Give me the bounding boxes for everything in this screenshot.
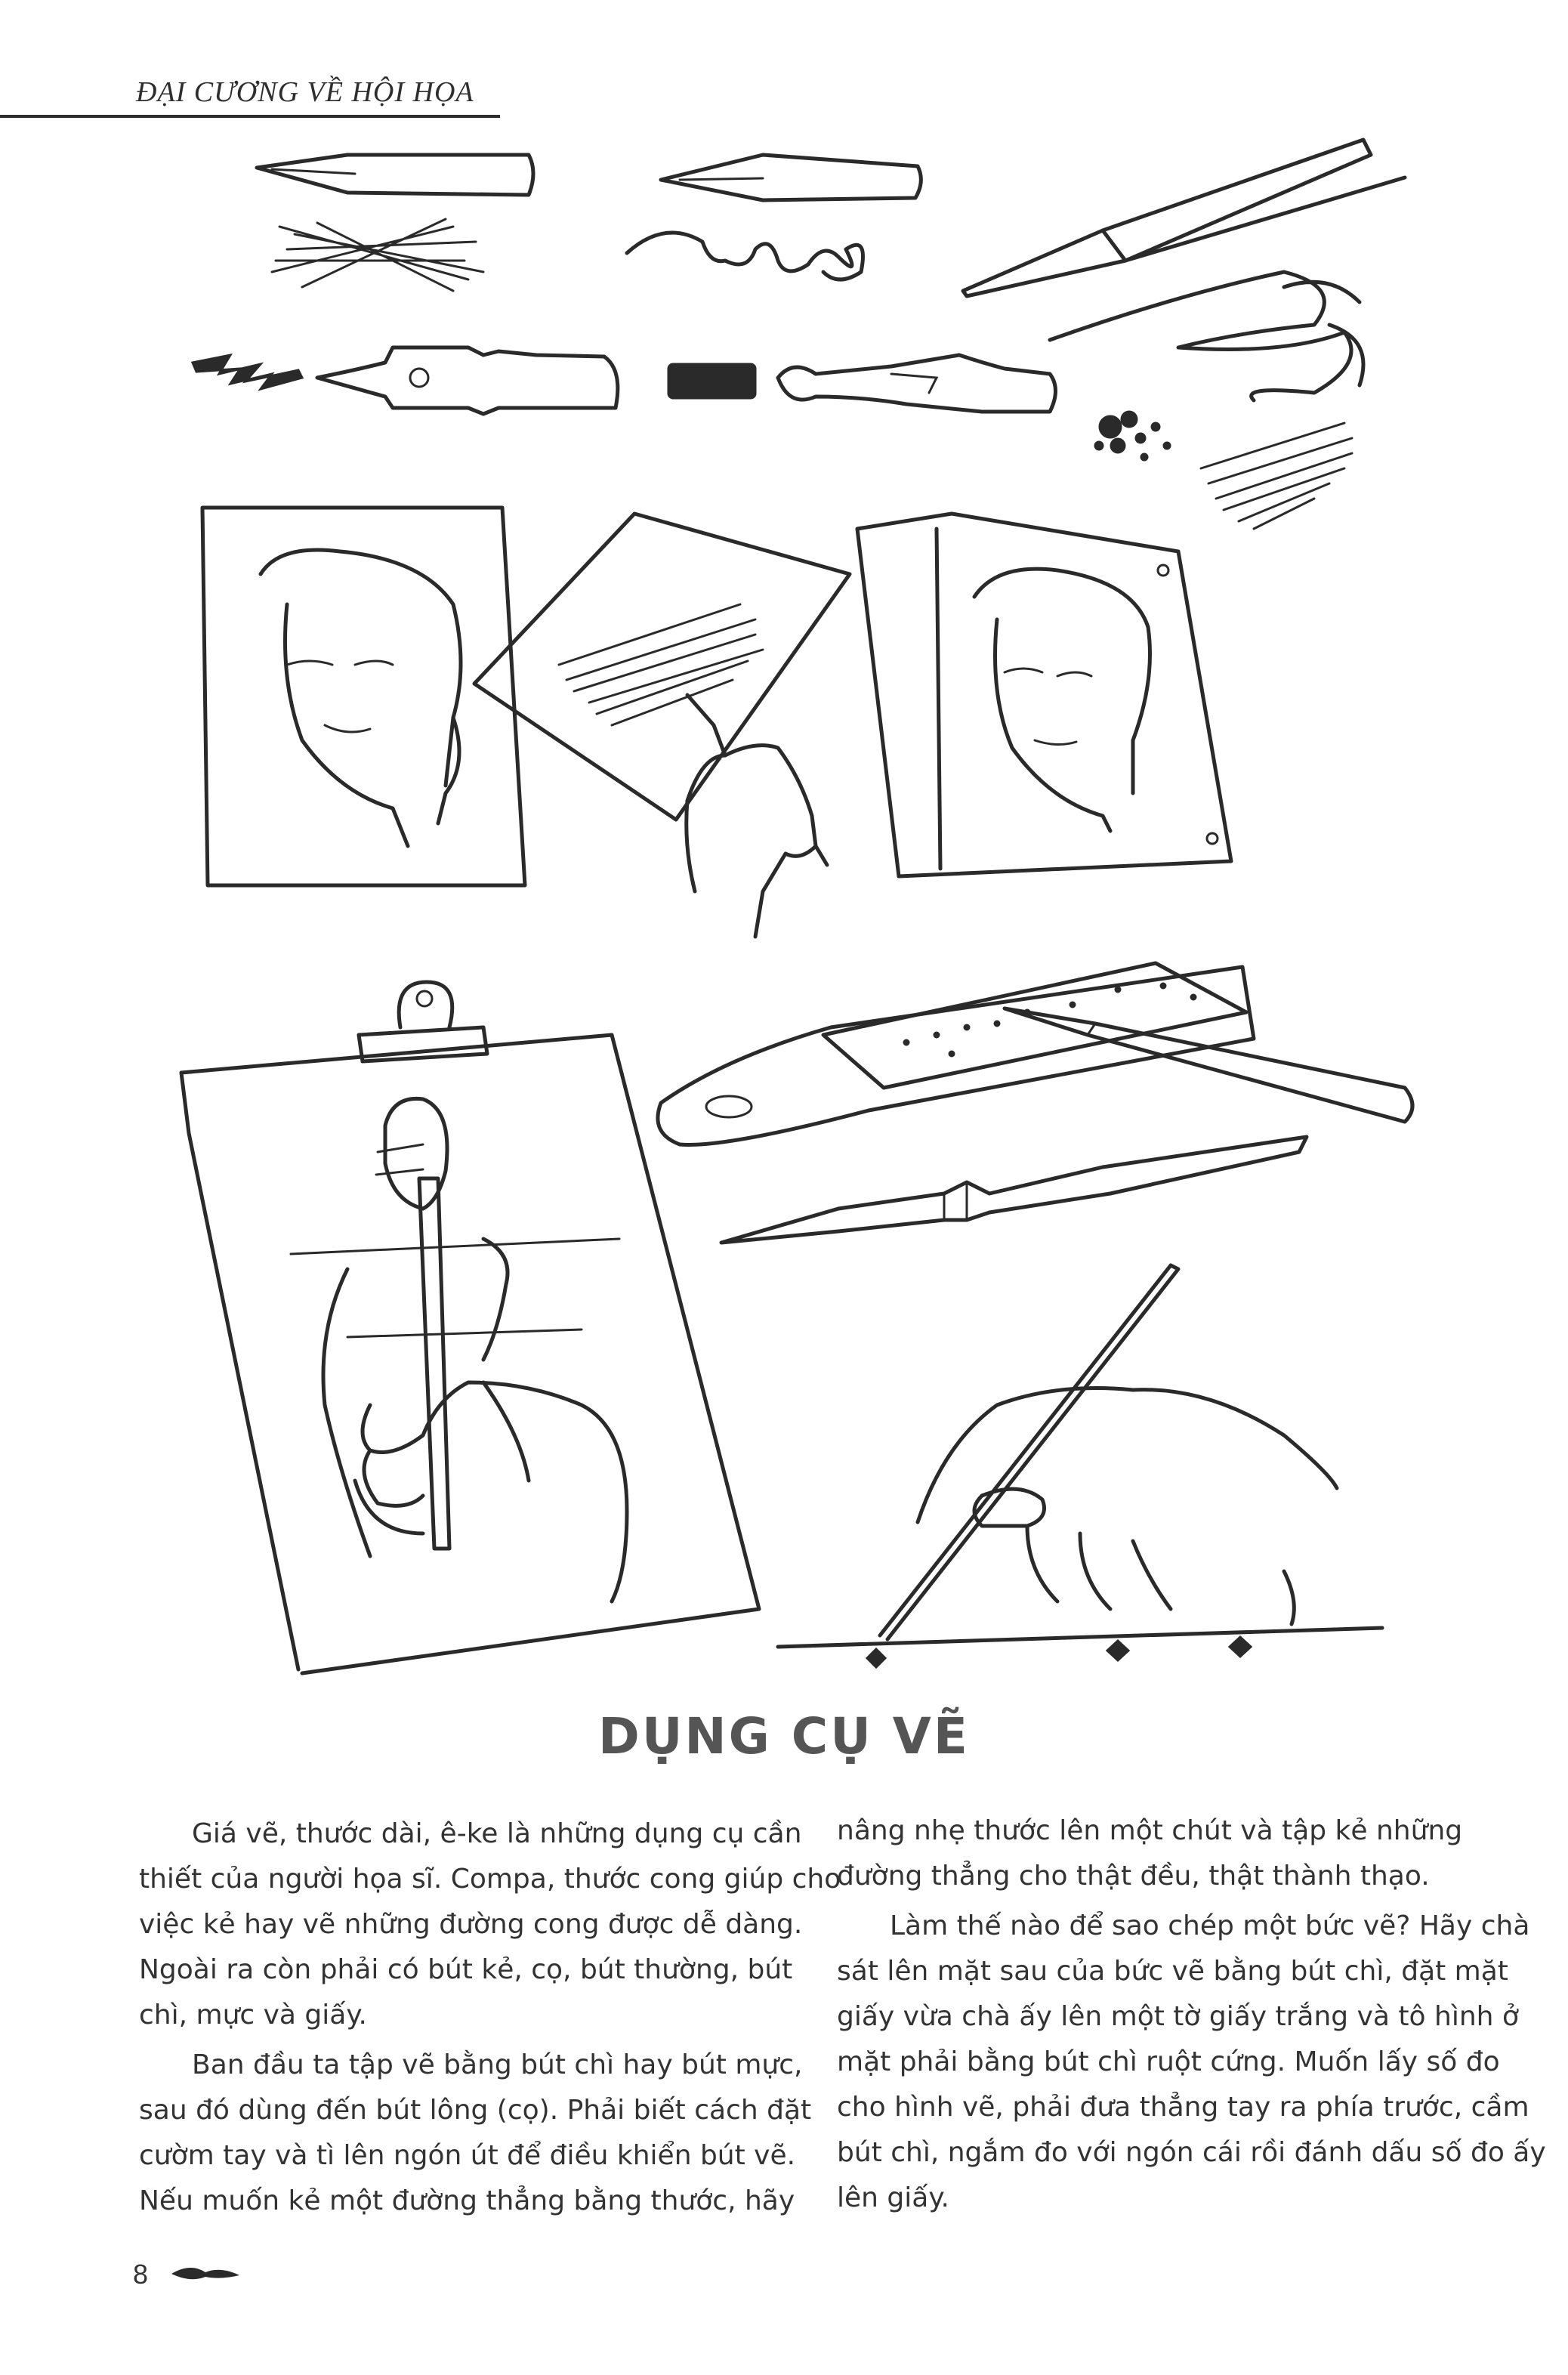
dip-pen-icon [721,1137,1307,1243]
framed-portrait-left [202,508,525,885]
pencil-icon [1005,1008,1412,1122]
pen-nib-icon [257,155,533,195]
paragraph: Ban đầu ta tập vẽ bằng bút chì hay bút mực, sau đó dùng đến bút lông (cọ). Phải biết cách đặt cườm tay và tì lên ngón út để điều khiển bút vẽ. Nếu muốn kẻ một đường thẳng bằng thước, hãy [139,2049,812,2216]
zigzag-stroke-sample [193,355,302,389]
section-title: DỤNG CỤ VẼ [598,1707,970,1765]
dot-stipple-sample [1095,412,1170,460]
figure-sketch-on-clipboard [291,1098,619,1556]
page-number: 8 [133,2259,149,2290]
hand-with-pencil-icon [687,695,827,937]
bird-ornament-icon [168,2259,243,2289]
running-title: ĐẠI CƯƠNG VỀ HỘI HỌA [136,76,474,108]
curl-stroke-sample [627,233,863,280]
paragraph: nâng nhẹ thước lên một chút và tập kẻ những đường thẳng cho thật đều, thật thành thạo. [837,1815,1463,1892]
paragraph: Giá vẽ, thước dài, ê-ke là những dụng cụ cần thiết của người họa sĩ. Compa, thước cong giúp cho việc kẻ hay vẽ những đường cong được dễ dàng. Ngoài ra còn phải có bút kẻ, cọ, bút thường, bút chì, mực và giấy. [139,1818,841,2031]
pen-nib-icon-3 [317,347,618,414]
sandpaper-block-icon [823,963,1246,1088]
pen-holder-icon [778,355,1056,412]
framed-portrait-right [857,514,1231,876]
ruler-line [778,1628,1382,1667]
crosshatch-stroke-sample [272,219,483,291]
brush-icon [963,140,1405,296]
left-column [139,1811,849,2228]
paragraph: Làm thế nào để sao chép một bức vẽ? Hãy chà sát lên mặt sau của bức vẽ bằng bút chì, đặt mặt giấy vừa chà ấy lên một tờ giấy trắng và tô hình ở mặt phải bằng bút chì ruột cứng. Muốn lấy số đo cho hình vẽ, phải đưa thẳng tay ra phía trước, cầm bút chì, ngắm đo với ngón cái rồi đánh dấu số đo ấy lên giấy. [837,1910,1546,2213]
hand-drawing-line-icon [880,1265,1337,1639]
pen-nib-icon-2 [661,155,921,200]
hatch-stroke-sample [1201,423,1352,529]
clipboard-icon [181,982,759,1673]
right-column [837,1808,1547,2225]
ink-bar-sample [668,364,755,398]
brush-stroke-sample [1050,272,1363,400]
